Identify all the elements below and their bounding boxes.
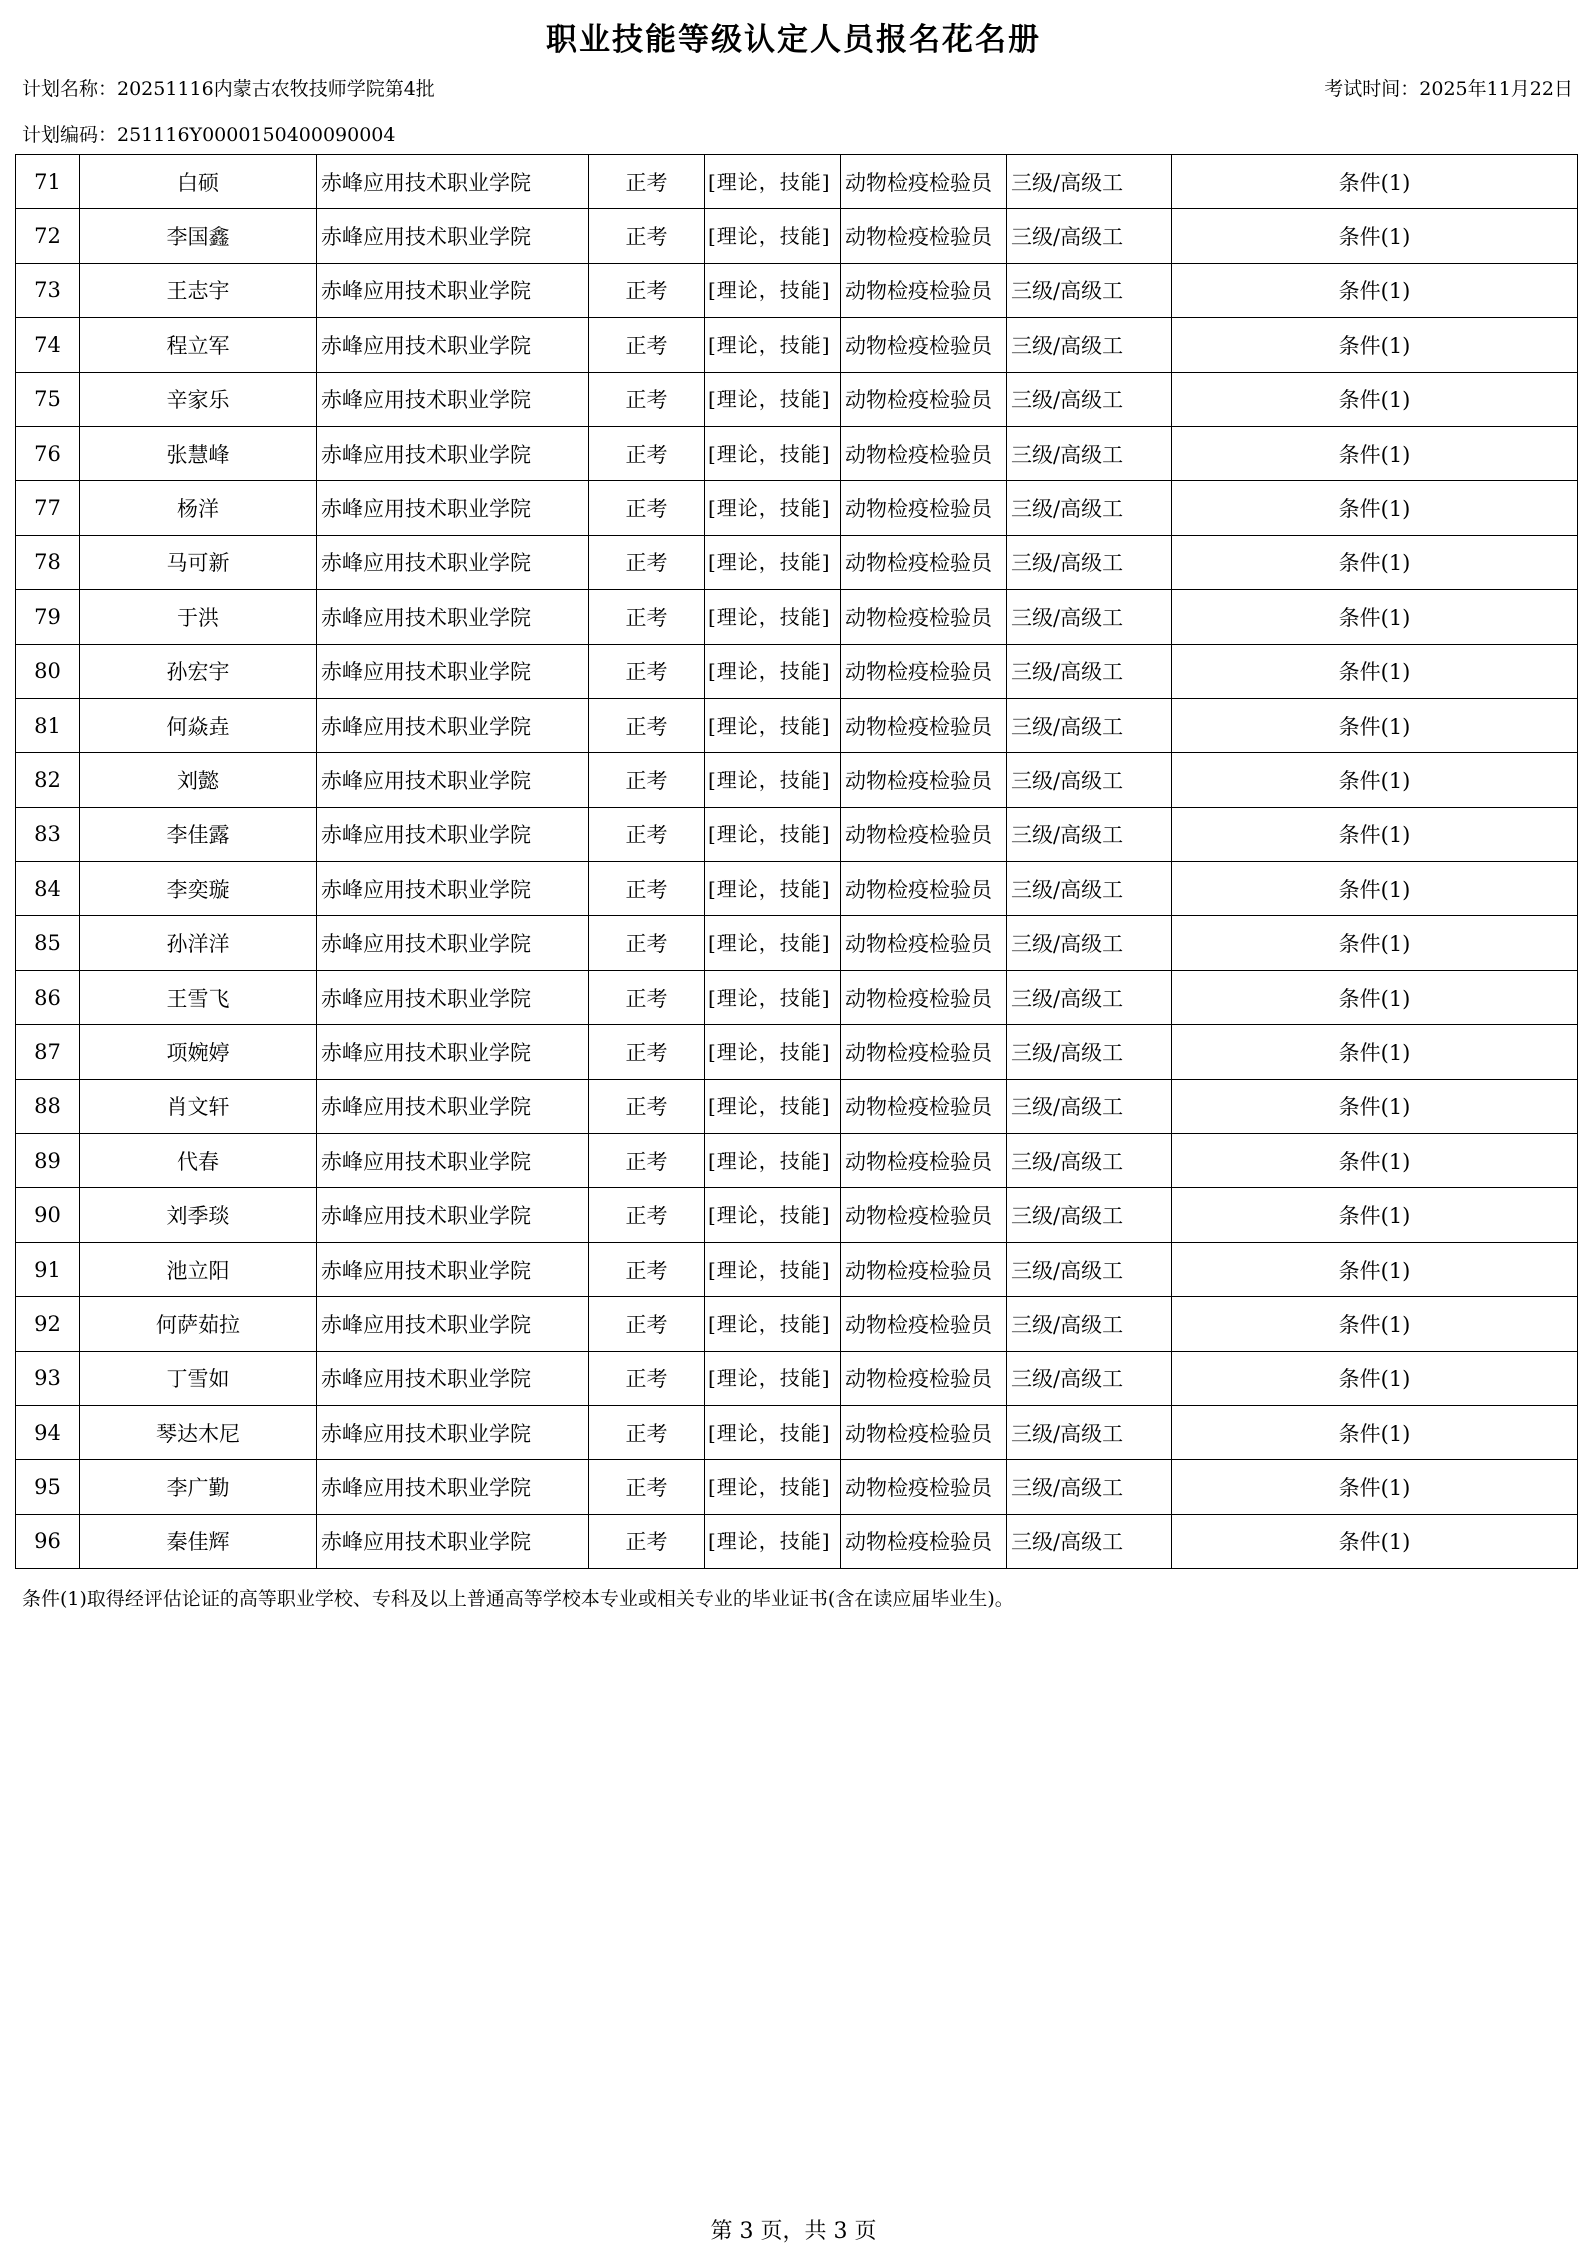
cell-no: 76 [16, 426, 80, 480]
cell-exam-type: 正考 [589, 1297, 705, 1351]
cell-subjects: [理论，技能] [705, 426, 841, 480]
cell-level: 三级/高级工 [1007, 1188, 1172, 1242]
table-row [16, 1460, 1578, 1514]
cell-school: 赤峰应用技术职业学院 [317, 1460, 589, 1514]
cell-exam-type: 正考 [589, 916, 705, 970]
cell-exam-type: 正考 [589, 807, 705, 861]
cell-exam-type: 正考 [589, 644, 705, 698]
cell-subjects: [理论，技能] [705, 1460, 841, 1514]
cell-name: 于洪 [80, 590, 317, 644]
cell-no: 82 [16, 753, 80, 807]
cell-condition: 条件(1) [1172, 1514, 1578, 1568]
cell-subjects: [理论，技能] [705, 1405, 841, 1459]
cell-school: 赤峰应用技术职业学院 [317, 916, 589, 970]
cell-school: 赤峰应用技术职业学院 [317, 1025, 589, 1079]
cell-exam-type: 正考 [589, 372, 705, 426]
cell-occupation: 动物检疫检验员 [841, 426, 1007, 480]
cell-name: 孙洋洋 [80, 916, 317, 970]
cell-occupation: 动物检疫检验员 [841, 807, 1007, 861]
cell-condition: 条件(1) [1172, 753, 1578, 807]
cell-level: 三级/高级工 [1007, 698, 1172, 752]
table-row [16, 1188, 1578, 1242]
cell-school: 赤峰应用技术职业学院 [317, 155, 589, 209]
cell-no: 92 [16, 1297, 80, 1351]
cell-no: 78 [16, 535, 80, 589]
exam-time: 考试时间：2025年11月22日 [1324, 78, 1573, 100]
cell-condition: 条件(1) [1172, 535, 1578, 589]
cell-school: 赤峰应用技术职业学院 [317, 1514, 589, 1568]
cell-subjects: [理论，技能] [705, 1025, 841, 1079]
cell-subjects: [理论，技能] [705, 1351, 841, 1405]
cell-exam-type: 正考 [589, 1079, 705, 1133]
cell-school: 赤峰应用技术职业学院 [317, 481, 589, 535]
cell-occupation: 动物检疫检验员 [841, 1079, 1007, 1133]
cell-condition: 条件(1) [1172, 426, 1578, 480]
cell-name: 程立军 [80, 318, 317, 372]
cell-no: 75 [16, 372, 80, 426]
cell-exam-type: 正考 [589, 1405, 705, 1459]
cell-subjects: [理论，技能] [705, 590, 841, 644]
cell-condition: 条件(1) [1172, 1460, 1578, 1514]
cell-exam-type: 正考 [589, 1025, 705, 1079]
cell-exam-type: 正考 [589, 1188, 705, 1242]
cell-level: 三级/高级工 [1007, 1134, 1172, 1188]
cell-occupation: 动物检疫检验员 [841, 698, 1007, 752]
cell-subjects: [理论，技能] [705, 318, 841, 372]
cell-condition: 条件(1) [1172, 155, 1578, 209]
cell-occupation: 动物检疫检验员 [841, 1514, 1007, 1568]
cell-school: 赤峰应用技术职业学院 [317, 263, 589, 317]
cell-subjects: [理论，技能] [705, 1297, 841, 1351]
cell-level: 三级/高级工 [1007, 1079, 1172, 1133]
cell-exam-type: 正考 [589, 209, 705, 263]
cell-subjects: [理论，技能] [705, 644, 841, 698]
cell-exam-type: 正考 [589, 590, 705, 644]
cell-no: 91 [16, 1242, 80, 1296]
cell-condition: 条件(1) [1172, 318, 1578, 372]
cell-subjects: [理论，技能] [705, 753, 841, 807]
cell-no: 86 [16, 970, 80, 1024]
table-row [16, 1025, 1578, 1079]
cell-occupation: 动物检疫检验员 [841, 1242, 1007, 1296]
plan-code: 计划编码：251116Y0000150400090004 [22, 124, 396, 146]
cell-occupation: 动物检疫检验员 [841, 1188, 1007, 1242]
cell-level: 三级/高级工 [1007, 1242, 1172, 1296]
cell-school: 赤峰应用技术职业学院 [317, 1079, 589, 1133]
cell-exam-type: 正考 [589, 535, 705, 589]
cell-no: 87 [16, 1025, 80, 1079]
cell-subjects: [理论，技能] [705, 1134, 841, 1188]
cell-condition: 条件(1) [1172, 1297, 1578, 1351]
table-row [16, 916, 1578, 970]
cell-name: 肖文轩 [80, 1079, 317, 1133]
roster-body [16, 155, 1578, 1569]
cell-school: 赤峰应用技术职业学院 [317, 1351, 589, 1405]
cell-level: 三级/高级工 [1007, 535, 1172, 589]
cell-exam-type: 正考 [589, 1242, 705, 1296]
cell-no: 90 [16, 1188, 80, 1242]
cell-exam-type: 正考 [589, 698, 705, 752]
table-row [16, 1242, 1578, 1296]
cell-subjects: [理论，技能] [705, 155, 841, 209]
cell-name: 琴达木尼 [80, 1405, 317, 1459]
table-row [16, 590, 1578, 644]
table-row [16, 263, 1578, 317]
cell-school: 赤峰应用技术职业学院 [317, 372, 589, 426]
cell-level: 三级/高级工 [1007, 970, 1172, 1024]
cell-no: 84 [16, 862, 80, 916]
cell-no: 93 [16, 1351, 80, 1405]
cell-subjects: [理论，技能] [705, 862, 841, 916]
plan-name: 计划名称：20251116内蒙古农牧技师学院第4批 [22, 78, 435, 100]
cell-level: 三级/高级工 [1007, 1351, 1172, 1405]
cell-occupation: 动物检疫检验员 [841, 209, 1007, 263]
cell-exam-type: 正考 [589, 862, 705, 916]
cell-level: 三级/高级工 [1007, 426, 1172, 480]
cell-no: 85 [16, 916, 80, 970]
cell-school: 赤峰应用技术职业学院 [317, 1242, 589, 1296]
cell-condition: 条件(1) [1172, 1405, 1578, 1459]
cell-exam-type: 正考 [589, 970, 705, 1024]
cell-level: 三级/高级工 [1007, 753, 1172, 807]
cell-name: 李奕璇 [80, 862, 317, 916]
cell-level: 三级/高级工 [1007, 862, 1172, 916]
cell-name: 代春 [80, 1134, 317, 1188]
cell-subjects: [理论，技能] [705, 1514, 841, 1568]
cell-level: 三级/高级工 [1007, 1297, 1172, 1351]
cell-condition: 条件(1) [1172, 372, 1578, 426]
table-row [16, 1405, 1578, 1459]
table-row [16, 155, 1578, 209]
cell-name: 张慧峰 [80, 426, 317, 480]
cell-level: 三级/高级工 [1007, 644, 1172, 698]
cell-no: 77 [16, 481, 80, 535]
cell-subjects: [理论，技能] [705, 807, 841, 861]
cell-name: 李广勤 [80, 1460, 317, 1514]
cell-occupation: 动物检疫检验员 [841, 970, 1007, 1024]
cell-subjects: [理论，技能] [705, 535, 841, 589]
cell-exam-type: 正考 [589, 1134, 705, 1188]
cell-occupation: 动物检疫检验员 [841, 535, 1007, 589]
cell-condition: 条件(1) [1172, 1025, 1578, 1079]
cell-condition: 条件(1) [1172, 698, 1578, 752]
cell-no: 96 [16, 1514, 80, 1568]
cell-no: 94 [16, 1405, 80, 1459]
cell-condition: 条件(1) [1172, 263, 1578, 317]
cell-name: 杨洋 [80, 481, 317, 535]
table-row [16, 1079, 1578, 1133]
cell-school: 赤峰应用技术职业学院 [317, 807, 589, 861]
cell-school: 赤峰应用技术职业学院 [317, 1188, 589, 1242]
cell-subjects: [理论，技能] [705, 1188, 841, 1242]
cell-occupation: 动物检疫检验员 [841, 1351, 1007, 1405]
cell-condition: 条件(1) [1172, 644, 1578, 698]
cell-no: 81 [16, 698, 80, 752]
page-footer: 第 3 页，共 3 页 [710, 2219, 877, 2244]
cell-school: 赤峰应用技术职业学院 [317, 753, 589, 807]
cell-name: 孙宏宇 [80, 644, 317, 698]
cell-level: 三级/高级工 [1007, 916, 1172, 970]
cell-exam-type: 正考 [589, 481, 705, 535]
cell-condition: 条件(1) [1172, 1134, 1578, 1188]
cell-exam-type: 正考 [589, 1460, 705, 1514]
cell-occupation: 动物检疫检验员 [841, 1405, 1007, 1459]
cell-level: 三级/高级工 [1007, 590, 1172, 644]
cell-occupation: 动物检疫检验员 [841, 862, 1007, 916]
cell-subjects: [理论，技能] [705, 698, 841, 752]
cell-occupation: 动物检疫检验员 [841, 481, 1007, 535]
table-row [16, 481, 1578, 535]
cell-level: 三级/高级工 [1007, 1460, 1172, 1514]
roster-table [15, 154, 1578, 1569]
cell-level: 三级/高级工 [1007, 155, 1172, 209]
table-row [16, 698, 1578, 752]
cell-subjects: [理论，技能] [705, 916, 841, 970]
cell-subjects: [理论，技能] [705, 1242, 841, 1296]
cell-name: 刘季琰 [80, 1188, 317, 1242]
cell-school: 赤峰应用技术职业学院 [317, 209, 589, 263]
cell-occupation: 动物检疫检验员 [841, 916, 1007, 970]
cell-subjects: [理论，技能] [705, 970, 841, 1024]
cell-name: 秦佳辉 [80, 1514, 317, 1568]
cell-condition: 条件(1) [1172, 1079, 1578, 1133]
cell-no: 83 [16, 807, 80, 861]
cell-school: 赤峰应用技术职业学院 [317, 698, 589, 752]
cell-occupation: 动物检疫检验员 [841, 318, 1007, 372]
cell-school: 赤峰应用技术职业学院 [317, 862, 589, 916]
cell-school: 赤峰应用技术职业学院 [317, 1297, 589, 1351]
cell-condition: 条件(1) [1172, 1242, 1578, 1296]
cell-name: 刘懿 [80, 753, 317, 807]
cell-occupation: 动物检疫检验员 [841, 155, 1007, 209]
cell-school: 赤峰应用技术职业学院 [317, 1134, 589, 1188]
table-row [16, 209, 1578, 263]
cell-condition: 条件(1) [1172, 1188, 1578, 1242]
cell-level: 三级/高级工 [1007, 1405, 1172, 1459]
cell-no: 88 [16, 1079, 80, 1133]
table-row [16, 753, 1578, 807]
cell-occupation: 动物检疫检验员 [841, 644, 1007, 698]
cell-name: 池立阳 [80, 1242, 317, 1296]
cell-subjects: [理论，技能] [705, 372, 841, 426]
cell-school: 赤峰应用技术职业学院 [317, 590, 589, 644]
table-row [16, 1351, 1578, 1405]
cell-no: 79 [16, 590, 80, 644]
cell-condition: 条件(1) [1172, 209, 1578, 263]
cell-subjects: [理论，技能] [705, 209, 841, 263]
cell-school: 赤峰应用技术职业学院 [317, 318, 589, 372]
cell-condition: 条件(1) [1172, 590, 1578, 644]
table-row [16, 807, 1578, 861]
cell-no: 73 [16, 263, 80, 317]
cell-name: 李佳露 [80, 807, 317, 861]
cell-exam-type: 正考 [589, 263, 705, 317]
cell-exam-type: 正考 [589, 426, 705, 480]
cell-no: 95 [16, 1460, 80, 1514]
cell-school: 赤峰应用技术职业学院 [317, 970, 589, 1024]
cell-name: 白硕 [80, 155, 317, 209]
cell-school: 赤峰应用技术职业学院 [317, 426, 589, 480]
cell-no: 71 [16, 155, 80, 209]
table-row [16, 535, 1578, 589]
cell-occupation: 动物检疫检验员 [841, 1460, 1007, 1514]
cell-level: 三级/高级工 [1007, 807, 1172, 861]
cell-no: 89 [16, 1134, 80, 1188]
cell-occupation: 动物检疫检验员 [841, 590, 1007, 644]
cell-occupation: 动物检疫检验员 [841, 1025, 1007, 1079]
cell-exam-type: 正考 [589, 1351, 705, 1405]
cell-condition: 条件(1) [1172, 916, 1578, 970]
cell-subjects: [理论，技能] [705, 481, 841, 535]
document-title: 职业技能等级认定人员报名花名册 [546, 22, 1041, 58]
cell-condition: 条件(1) [1172, 862, 1578, 916]
table-row [16, 970, 1578, 1024]
cell-subjects: [理论，技能] [705, 1079, 841, 1133]
cell-name: 何萨茹拉 [80, 1297, 317, 1351]
cell-level: 三级/高级工 [1007, 1025, 1172, 1079]
cell-occupation: 动物检疫检验员 [841, 263, 1007, 317]
cell-name: 项婉婷 [80, 1025, 317, 1079]
cell-level: 三级/高级工 [1007, 481, 1172, 535]
cell-no: 72 [16, 209, 80, 263]
cell-level: 三级/高级工 [1007, 263, 1172, 317]
cell-condition: 条件(1) [1172, 970, 1578, 1024]
cell-occupation: 动物检疫检验员 [841, 753, 1007, 807]
cell-name: 马可新 [80, 535, 317, 589]
cell-exam-type: 正考 [589, 753, 705, 807]
cell-school: 赤峰应用技术职业学院 [317, 535, 589, 589]
cell-occupation: 动物检疫检验员 [841, 372, 1007, 426]
cell-name: 李国鑫 [80, 209, 317, 263]
cell-level: 三级/高级工 [1007, 372, 1172, 426]
cell-level: 三级/高级工 [1007, 318, 1172, 372]
cell-no: 74 [16, 318, 80, 372]
cell-name: 丁雪如 [80, 1351, 317, 1405]
cell-level: 三级/高级工 [1007, 1514, 1172, 1568]
cell-name: 王雪飞 [80, 970, 317, 1024]
condition-note: 条件(1)取得经评估论证的高等职业学校、专科及以上普通高等学校本专业或相关专业的毕业证书(含在读应届毕业生)。 [22, 1588, 1014, 1610]
cell-condition: 条件(1) [1172, 807, 1578, 861]
cell-condition: 条件(1) [1172, 481, 1578, 535]
table-row [16, 1297, 1578, 1351]
table-row [16, 318, 1578, 372]
table-row [16, 862, 1578, 916]
table-row [16, 644, 1578, 698]
table-row [16, 1134, 1578, 1188]
cell-no: 80 [16, 644, 80, 698]
cell-school: 赤峰应用技术职业学院 [317, 1405, 589, 1459]
cell-exam-type: 正考 [589, 1514, 705, 1568]
cell-exam-type: 正考 [589, 155, 705, 209]
cell-name: 何焱垚 [80, 698, 317, 752]
cell-name: 王志宇 [80, 263, 317, 317]
cell-level: 三级/高级工 [1007, 209, 1172, 263]
table-row [16, 372, 1578, 426]
cell-subjects: [理论，技能] [705, 263, 841, 317]
cell-occupation: 动物检疫检验员 [841, 1297, 1007, 1351]
cell-name: 辛家乐 [80, 372, 317, 426]
table-row [16, 426, 1578, 480]
cell-condition: 条件(1) [1172, 1351, 1578, 1405]
cell-school: 赤峰应用技术职业学院 [317, 644, 589, 698]
table-row [16, 1514, 1578, 1568]
cell-exam-type: 正考 [589, 318, 705, 372]
cell-occupation: 动物检疫检验员 [841, 1134, 1007, 1188]
